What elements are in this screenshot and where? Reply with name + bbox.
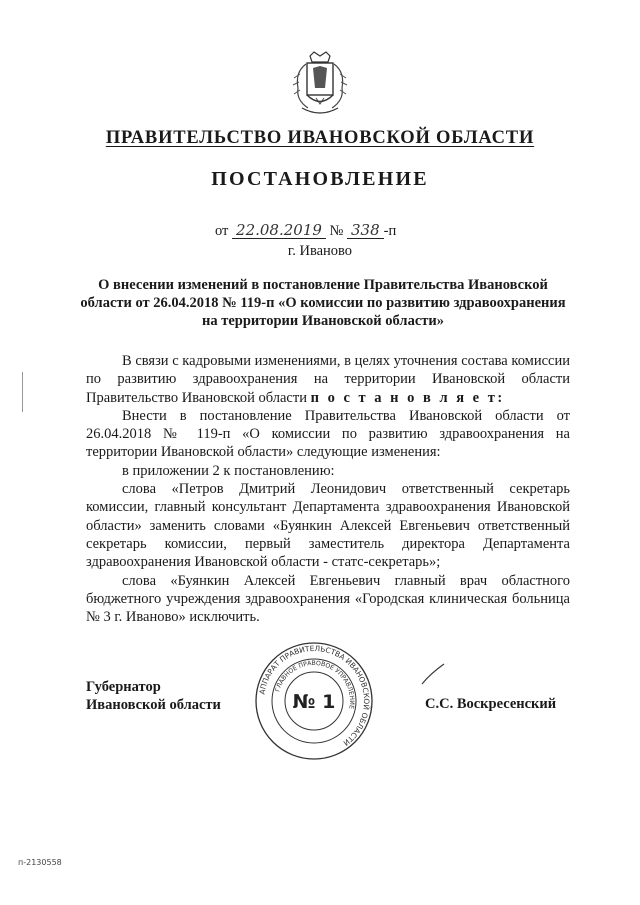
coat-of-arms-icon [292,50,348,120]
date-number-line [215,223,396,240]
signatory-name: С.С. Воскресенский [425,696,557,712]
government-title: ПРАВИТЕЛЬСТВО ИВАНОВСКОЙ ОБЛАСТИ [105,128,535,148]
seal-number: № 1 [292,691,336,713]
decree-word: п о с т а н о в л я е т: [310,389,505,406]
seal-outer-text: АППАРАТ ПРАВИТЕЛЬСТВА ИВАНОВСКОЙ ОБЛАСТИ [257,643,372,748]
signatory-title: Губернатор Ивановской области [86,679,221,713]
paragraph-5: слова «Буянкин Алексей Евгеньевич главный врач областного бюджетного учреждения здравоохранения «Городская клиническая больница № 3 г. Иваново» исключить. [86,572,570,626]
document-code: п-2130558 [18,858,62,867]
number-prefix: № [329,223,344,239]
document-type: ПОСТАНОВЛЕНИЕ [211,168,429,190]
paragraph-2: Внести в постановление Правительства Ивановской области от 26.04.2018 № 119-п «О комиссии по развитию здравоохранения на территории Ивановской области» следующие изменения: [86,407,570,461]
date-prefix: от [215,223,229,239]
signature-mark [418,662,448,686]
paragraph-4: слова «Петров Дмитрий Леонидович ответственный секретарь комиссии, главный консультант Департамента здравоохранения Ивановской области» заменить словами «Буянкин Алексей Евгеньевич ответственный секретарь комиссии, первый заместитель директора Департамента здравоохранения Ивановской области - статс-секретарь»; [86,481,570,571]
paragraph-1: В связи с кадровыми изменениями, в целях уточнения состава комиссии по развитию здравоохранения на территории Ивановской области Правительство Ивановской области п о с т а н о в л я е т: [86,353,570,406]
document-body [86,352,570,626]
city: г. Иваново [287,243,353,259]
handwritten-date: 22.08.2019 [232,223,326,239]
seal-inner-text: ГЛАВНОЕ ПРАВОВОЕ УПРАВЛЕНИЕ [274,659,356,710]
document-subject: О внесении изменений в постановление Правительства Ивановской области от 26.04.2018 № 119-п «О комиссии по развитию здравоохранения на территории Ивановской области» [80,277,566,329]
official-seal [253,640,375,762]
handwritten-number: 338 [347,223,384,239]
paragraph-3: в приложении 2 к постановлению: [122,462,335,479]
number-suffix: -п [383,223,397,239]
margin-mark [22,372,23,412]
